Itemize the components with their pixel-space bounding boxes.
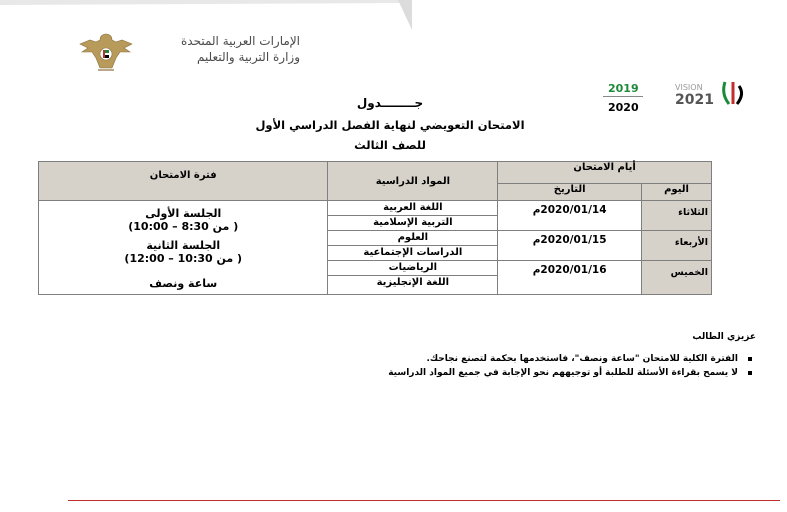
- header-date: التاريخ: [498, 184, 642, 201]
- doc-title: جــــــــدول: [356, 96, 424, 110]
- subject-cell: الرياضيات: [328, 261, 498, 276]
- exam-schedule-table: [38, 161, 712, 295]
- year-divider: [603, 96, 643, 97]
- day-cell: الثلاثاء: [642, 201, 712, 231]
- exam-duration: ساعة ونصف: [149, 277, 218, 290]
- vision-year-text: 2021: [675, 92, 714, 108]
- header-exam-period: فترة الامتحان: [39, 162, 328, 201]
- exam-period-cell: [39, 201, 328, 295]
- session-1-time: ( من 8:30 – 10:00): [128, 220, 239, 233]
- session-1-label: الجلسة الأولى: [145, 207, 222, 220]
- day-cell: الأربعاء: [642, 231, 712, 261]
- date-cell: 2020/01/15م: [498, 231, 642, 261]
- header-day: اليوم: [642, 184, 712, 201]
- session-2-time: ( من 10:30 – 12:00): [124, 252, 243, 265]
- academic-year-start: 2019: [608, 82, 639, 95]
- notes-list: [250, 352, 756, 380]
- note-item: الفترة الكلية للامتحان "ساعة ونصف"، فاستخدمها بحكمة لتصنع نجاحك.: [250, 352, 738, 366]
- doc-grade: للصف الثالث: [354, 138, 426, 152]
- doc-subtitle: الامتحان التعويضي لنهاية الفصل الدراسي الأول: [255, 118, 525, 132]
- header-exam-days: أيام الامتحان: [498, 162, 712, 184]
- subject-cell: اللغة العربية: [328, 201, 498, 216]
- subject-cell: التربية الإسلامية: [328, 216, 498, 231]
- vision-2021-logo: [673, 78, 755, 108]
- date-cell: 2020/01/16م: [498, 261, 642, 295]
- subject-cell: العلوم: [328, 231, 498, 246]
- note-item: لا يسمح بقراءة الأسئلة للطلبة أو توجيههم نحو الإجابة في جميع المواد الدراسية: [250, 366, 738, 380]
- subject-cell: الدراسات الإجتماعية: [328, 246, 498, 261]
- day-cell: الخميس: [642, 261, 712, 295]
- subject-cell: اللغة الإنجليزية: [328, 276, 498, 295]
- notes-heading: عزيزي الطالب: [692, 332, 756, 342]
- svg-text:VISION: VISION: [675, 83, 703, 92]
- date-cell: 2020/01/14م: [498, 201, 642, 231]
- ministry-line-2: وزارة التربية والتعليم: [196, 50, 300, 64]
- ministry-name: [150, 33, 300, 65]
- ministry-line-1: الإمارات العربية المتحدة: [181, 34, 300, 48]
- academic-year-end: 2020: [608, 101, 639, 114]
- header-subjects: المواد الدراسية: [328, 162, 498, 201]
- footer-divider: [68, 500, 780, 501]
- uae-emblem-logo: [76, 30, 136, 74]
- student-notes: [250, 332, 756, 380]
- session-2-label: الجلسة الثانية: [146, 239, 221, 252]
